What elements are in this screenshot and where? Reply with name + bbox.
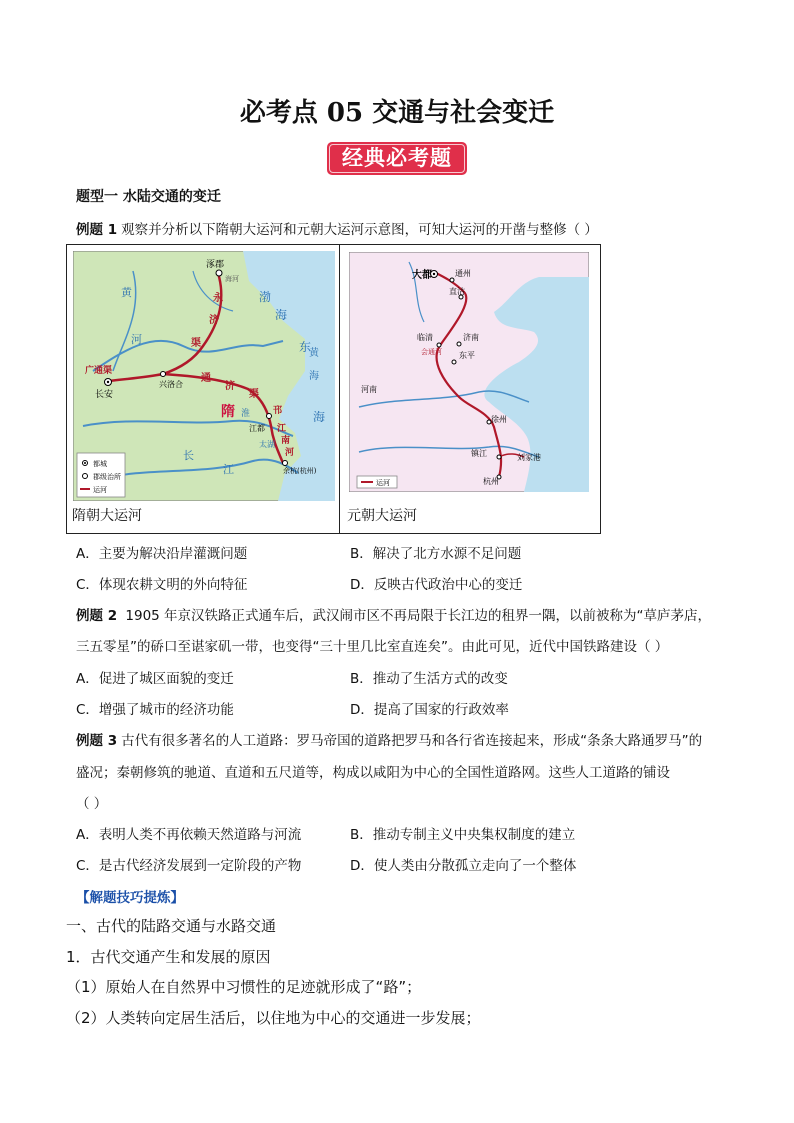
question-2-text-2: 三五零星”的硚口至谌家矶一带，也变得“三十里几比室直连矣”。由此可见，近代中国铁路建设（ ） [76,639,669,655]
label-qu2: 渠 [249,389,259,400]
label-donghai1: 东 [299,340,312,354]
label-xingluocang: 兴洛合 [159,380,183,389]
map-divider [339,245,340,533]
q1-option-b[interactable]: B．解决了北方水源不足问题 [350,546,522,562]
q1-option-c[interactable]: C．体现农耕文明的外向特征 [76,577,248,593]
map-caption-sui: 隋朝大运河 [72,508,142,524]
label-ji2: 济 [225,381,235,392]
label-henan: 河南 [361,385,377,394]
label-dadu: 大都 [412,270,432,281]
q2-option-b[interactable]: B．推动了生活方式的改变 [350,671,508,687]
label-huitonghe: 会通河 [421,348,442,356]
legend-prefecture: 郡级治所 [93,473,121,481]
question-3-label: 例题 3 [76,733,118,749]
label-tong: 通 [201,373,211,384]
question-3-stem [76,729,702,749]
q3-option-c[interactable]: C．是古代经济发展到一定阶段的产物 [76,858,302,874]
label-taihu: 太湖 [259,440,275,449]
label-zhenjiang: 镇江 [471,449,487,458]
section-banner: 经典必考题 [327,142,467,175]
page-title: 必考点 05 交通与社会变迁 [239,98,555,128]
q2-option-c[interactable]: C．增强了城市的经济功能 [76,702,234,718]
q3-option-d[interactable]: D．使人类由分散孤立走向了一个整体 [350,858,577,874]
label-ji1: 济 [209,315,219,326]
label-huang: 黄 [121,286,132,299]
label-huai: 淮 [241,409,251,419]
label-jiangnan3: 河 [285,448,295,458]
q1-option-d[interactable]: D．反映古代政治中心的变迁 [350,577,523,593]
q2-option-a[interactable]: A．促进了城区面貌的变迁 [76,671,234,687]
label-sui: 隋 [221,404,235,420]
tips-heading: 【解题技巧提炼】 [76,890,184,906]
label-zhigu: 直沽 [449,287,465,296]
question-3-text-3: （ ） [76,796,108,812]
point-item-2: （2）人类转向定居生活后，以住地为中心的交通进一步发展； [66,1009,481,1027]
legend-capital: 都城 [93,460,107,468]
question-1-label: 例题 1 [76,222,118,238]
label-zhuojun: 涿郡 [206,260,225,270]
question-1-text: 观察并分析以下隋朝大运河和元朝大运河示意图，可知大运河的开凿与整修（ ） [121,222,598,238]
label-he: 河 [131,333,142,346]
sui-canal-map [73,251,335,501]
label-huanghai1: 黄 [309,348,319,359]
question-2-stem [76,604,711,624]
label-hai1: 海 [275,308,288,322]
label-haihe: 海河 [225,275,239,283]
label-jiangdu: 江都 [249,424,265,433]
label-guangtong: 广通渠 [85,366,113,376]
yuan-canal-map [349,252,589,492]
q2-option-d[interactable]: D．提高了国家的行政效率 [350,702,509,718]
label-jiangnan2: 南 [281,436,291,446]
q3-option-b[interactable]: B．推动专制主义中央集权制度的建立 [350,827,576,843]
point-item-1: （1）原始人在自然界中习惯性的足迹就形成了“路”； [66,978,422,996]
label-linqing: 临清 [417,333,433,342]
question-2-label: 例题 2 [76,608,118,624]
label-changan: 长安 [95,390,114,400]
label-bo: 渤 [259,290,272,304]
label-tongzhou: 通州 [455,269,471,278]
question-1-stem [76,218,598,238]
q3-option-a[interactable]: A．表明人类不再依赖天然道路与河流 [76,827,302,843]
point-subheading-1: 1．古代交通产生和发展的原因 [66,948,271,966]
label-dongping: 东平 [459,351,475,360]
question-3-text-2: 盛况；秦朝修筑的驰道、直道和五尺道等，构成以咸阳为中心的全国性道路网。这些人工道路的铺设 [76,765,670,781]
map-figure-box [66,244,601,534]
label-jinan: 济南 [463,333,479,342]
question-3-text-1: 古代有很多著名的人工道路：罗马帝国的道路把罗马和各行省连接起来，形成“条条大路通罗马”的 [121,733,703,749]
legend-canal-yuan: 运河 [376,479,390,487]
label-xuzhou: 徐州 [491,415,507,424]
label-hangzhou: 杭州 [483,477,499,486]
label-jiangnan1: 江 [277,424,287,434]
legend-canal: 运河 [93,486,107,494]
label-chang: 长 [183,449,194,462]
label-yuhang: 余杭(杭州) [283,467,317,475]
label-huanghai2: 海 [309,371,319,382]
q1-option-a[interactable]: A．主要为解决沿岸灌溉问题 [76,546,248,562]
point-heading-1: 一、古代的陆路交通与水路交通 [66,917,277,935]
label-yong: 永 [213,293,223,304]
label-hanggou: 邗 [273,406,283,416]
question-2-text-1: 1905 年京汉铁路正式通车后，武汉闹市区不再局限于长江边的租界一隅，以前被称为“草庐茅店， [125,608,712,624]
label-donghai2: 海 [313,410,326,424]
label-qu1: 渠 [191,338,201,349]
section-heading: 题型一 水陆交通的变迁 [76,189,221,205]
label-liujiagang: 刘家港 [517,453,541,462]
label-jiang: 江 [223,463,234,476]
map-caption-yuan: 元朝大运河 [347,508,417,524]
